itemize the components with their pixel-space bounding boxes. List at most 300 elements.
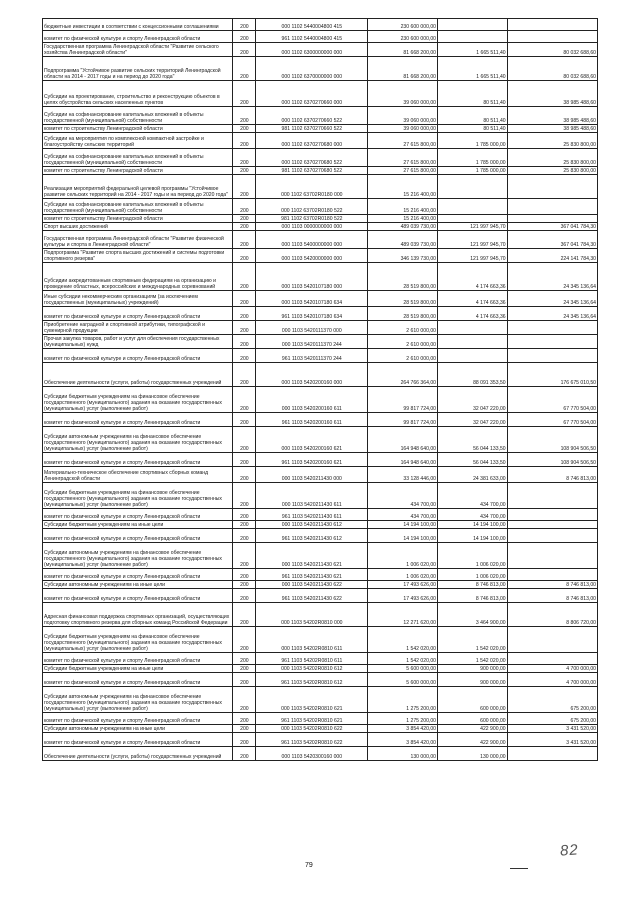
- row-executed-cell: 4 174 663,36: [438, 263, 508, 291]
- row-kbk-cell: 000 1102 5440004800 415: [256, 19, 368, 31]
- row-kbk-cell: 961 1103 5420211430 621: [256, 569, 368, 581]
- row-name-cell: Субсидии на мероприятия по комплексной компактной застройке и благоустройству сельских территорий: [43, 133, 233, 149]
- row-executed-cell: 1 785 000,00: [438, 149, 508, 167]
- row-unexecuted-cell: 3 431 520,00: [507, 725, 597, 733]
- row-executed-cell: 4 174 663,36: [438, 291, 508, 307]
- table-row: [43, 413, 598, 427]
- table-row: [43, 665, 598, 673]
- row-unexecuted-cell: [507, 483, 597, 509]
- row-kbk-cell: 000 1103 5420211430 000: [256, 467, 368, 483]
- row-name-cell: Субсидии на проектирование, строительство и реконструкцию объектов в целях обустройства сельских населенных пунктов: [43, 81, 233, 107]
- row-name-cell: Реализация мероприятий федеральной целевой программы "Устойчивое развитие сельских территорий на 2014 - 2017 годы и на период до 2020 года": [43, 175, 233, 199]
- row-kbk-cell: 000 1103 5420200160 611: [256, 387, 368, 413]
- table-row: [43, 43, 598, 57]
- row-code-cell: 200: [233, 603, 256, 627]
- row-executed-cell: 121 997 945,70: [438, 231, 508, 249]
- row-kbk-cell: 000 1103 5420107180 634: [256, 291, 368, 307]
- table-row: [43, 149, 598, 167]
- row-name-cell: Государственная программа Ленинградской области "Развитие физической культуры и спорта в Ленинградской области": [43, 231, 233, 249]
- row-approved-cell: 39 060 000,00: [368, 125, 438, 133]
- table-row: [43, 167, 598, 175]
- row-name-cell: комитет по строительству Ленинградской области: [43, 125, 233, 133]
- row-unexecuted-cell: 8 746 813,00: [507, 589, 597, 603]
- row-approved-cell: 164 948 640,00: [368, 453, 438, 467]
- row-code-cell: 200: [233, 223, 256, 231]
- row-approved-cell: 33 128 446,00: [368, 467, 438, 483]
- row-kbk-cell: 000 1103 5420111370 000: [256, 321, 368, 335]
- row-executed-cell: 900 000,00: [438, 673, 508, 687]
- row-kbk-cell: 000 1103 5420300160 000: [256, 747, 368, 761]
- row-kbk-cell: 000 1103 5420211430 612: [256, 521, 368, 529]
- row-unexecuted-cell: 67 770 504,00: [507, 387, 597, 413]
- row-approved-cell: 346 139 730,00: [368, 249, 438, 263]
- row-kbk-cell: 000 1102 6300000000 000: [256, 43, 368, 57]
- row-code-cell: 200: [233, 291, 256, 307]
- row-approved-cell: 1 542 020,00: [368, 653, 438, 665]
- row-code-cell: 200: [233, 19, 256, 31]
- row-name-cell: Субсидии бюджетным учреждениям на финансовое обеспечение государственного (муниципального) задания на оказание государственных (муниципальных) услуг (выполнение работ): [43, 387, 233, 413]
- row-executed-cell: 56 044 133,50: [438, 453, 508, 467]
- row-name-cell: Подпрограмма "Устойчивое развитие сельских территорий Ленинградской области на 2014 - 2017 годы и на период до 2020 года": [43, 57, 233, 81]
- row-kbk-cell: 000 1103 54202R0810 611: [256, 627, 368, 653]
- table-row: [43, 453, 598, 467]
- row-approved-cell: 14 194 100,00: [368, 521, 438, 529]
- row-unexecuted-cell: 8 806 720,00: [507, 603, 597, 627]
- row-kbk-cell: 000 1103 5420211430 622: [256, 581, 368, 589]
- row-kbk-cell: 961 1103 54202R0810 622: [256, 733, 368, 747]
- table-row: [43, 427, 598, 453]
- row-kbk-cell: 000 1102 6370270680 000: [256, 133, 368, 149]
- row-approved-cell: 81 668 200,00: [368, 43, 438, 57]
- row-unexecuted-cell: 4 700 000,00: [507, 665, 597, 673]
- row-unexecuted-cell: [507, 19, 597, 31]
- row-name-cell: Обеспечение деятельности (услуги, работы) государственных учреждений: [43, 747, 233, 761]
- row-approved-cell: 5 600 000,00: [368, 673, 438, 687]
- row-executed-cell: 900 000,00: [438, 665, 508, 673]
- table-row: [43, 57, 598, 81]
- row-executed-cell: 1 006 020,00: [438, 569, 508, 581]
- row-executed-cell: 600 000,00: [438, 687, 508, 713]
- row-kbk-cell: 000 1102 63702R0180 522: [256, 199, 368, 215]
- row-approved-cell: 28 519 800,00: [368, 307, 438, 321]
- row-kbk-cell: 000 1103 5420211430 611: [256, 483, 368, 509]
- row-approved-cell: 2 610 000,00: [368, 321, 438, 335]
- table-row: [43, 349, 598, 363]
- row-approved-cell: 2 610 000,00: [368, 349, 438, 363]
- row-code-cell: 200: [233, 713, 256, 725]
- row-kbk-cell: 961 1103 54202R0810 611: [256, 653, 368, 665]
- row-approved-cell: 17 493 626,00: [368, 589, 438, 603]
- row-approved-cell: 1 006 020,00: [368, 543, 438, 569]
- row-kbk-cell: 961 1103 54202R0810 621: [256, 713, 368, 725]
- row-name-cell: комитет по физической культуре и спорту Ленинградской области: [43, 713, 233, 725]
- row-kbk-cell: 000 1103 54202R0810 000: [256, 603, 368, 627]
- row-executed-cell: 56 044 133,50: [438, 427, 508, 453]
- row-approved-cell: 27 615 800,00: [368, 167, 438, 175]
- row-unexecuted-cell: [507, 627, 597, 653]
- row-approved-cell: 2 610 000,00: [368, 335, 438, 349]
- row-name-cell: Иные субсидии некоммерческим организациям (за исключением государственных (муниципальных) учреждений): [43, 291, 233, 307]
- table-row: [43, 627, 598, 653]
- row-kbk-cell: 000 1103 54202R0810 622: [256, 725, 368, 733]
- handwritten-page-number: 82: [559, 841, 580, 860]
- row-unexecuted-cell: 3 431 520,00: [507, 733, 597, 747]
- row-approved-cell: 39 060 000,00: [368, 81, 438, 107]
- row-executed-cell: 130 000,00: [438, 747, 508, 761]
- row-unexecuted-cell: [507, 215, 597, 223]
- row-name-cell: Субсидии бюджетным учреждениям на иные цели: [43, 665, 233, 673]
- row-code-cell: 200: [233, 483, 256, 509]
- row-code-cell: 200: [233, 569, 256, 581]
- row-executed-cell: 80 511,40: [438, 125, 508, 133]
- row-unexecuted-cell: [507, 509, 597, 521]
- row-approved-cell: 15 216 400,00: [368, 175, 438, 199]
- row-executed-cell: 8 746 813,00: [438, 581, 508, 589]
- row-approved-cell: 99 817 724,00: [368, 413, 438, 427]
- row-name-cell: Адресная финансовая поддержка спортивных организаций, осуществляющих подготовку спортивного резерва для сборных команд Российской Федерации: [43, 603, 233, 627]
- row-code-cell: 200: [233, 175, 256, 199]
- row-unexecuted-cell: [507, 747, 597, 761]
- row-code-cell: 200: [233, 81, 256, 107]
- row-kbk-cell: 961 1103 5420211430 612: [256, 529, 368, 543]
- row-unexecuted-cell: 25 830 800,00: [507, 133, 597, 149]
- row-code-cell: 200: [233, 747, 256, 761]
- row-code-cell: 200: [233, 627, 256, 653]
- row-name-cell: Субсидии автономным учреждениям на иные цели: [43, 725, 233, 733]
- table-row: [43, 31, 598, 43]
- row-name-cell: Спорт высших достижений: [43, 223, 233, 231]
- row-name-cell: комитет по физической культуре и спорту Ленинградской области: [43, 307, 233, 321]
- row-name-cell: Субсидии на софинансирование капитальных вложений в объекты государственной (муниципальной) собственности: [43, 107, 233, 125]
- row-name-cell: комитет по физической культуре и спорту Ленинградской области: [43, 653, 233, 665]
- row-code-cell: 200: [233, 57, 256, 81]
- row-executed-cell: 1 542 020,00: [438, 627, 508, 653]
- row-executed-cell: 1 665 511,40: [438, 43, 508, 57]
- row-code-cell: 200: [233, 387, 256, 413]
- row-unexecuted-cell: [507, 349, 597, 363]
- row-executed-cell: 422 900,00: [438, 733, 508, 747]
- table-row: [43, 713, 598, 725]
- row-kbk-cell: 000 1103 5420000000 000: [256, 249, 368, 263]
- row-unexecuted-cell: [507, 653, 597, 665]
- row-code-cell: 200: [233, 363, 256, 387]
- row-name-cell: Материально-техническое обеспечение спортивных сборных команд Ленинградской области: [43, 467, 233, 483]
- row-code-cell: 200: [233, 125, 256, 133]
- table-row: [43, 249, 598, 263]
- row-code-cell: 200: [233, 133, 256, 149]
- row-kbk-cell: 961 1103 54202R0810 612: [256, 673, 368, 687]
- row-approved-cell: 1 006 020,00: [368, 569, 438, 581]
- table-row: [43, 673, 598, 687]
- row-unexecuted-cell: 38 985 488,60: [507, 125, 597, 133]
- row-unexecuted-cell: [507, 569, 597, 581]
- table-row: [43, 335, 598, 349]
- row-name-cell: Субсидии бюджетным учреждениям на финансовое обеспечение государственного (муниципального) задания на оказание государственных (муниципальных) услуг (выполнение работ): [43, 483, 233, 509]
- row-name-cell: Субсидии бюджетным учреждениям на финансовое обеспечение государственного (муниципального) задания на оказание государственных (муниципальных) услуг (выполнение работ): [43, 627, 233, 653]
- row-executed-cell: 434 700,00: [438, 509, 508, 521]
- row-name-cell: бюджетные инвестиции в соответствии с концессионными соглашениями: [43, 19, 233, 31]
- row-executed-cell: 434 700,00: [438, 483, 508, 509]
- row-executed-cell: 14 194 100,00: [438, 529, 508, 543]
- row-executed-cell: 1 785 000,00: [438, 167, 508, 175]
- row-code-cell: 200: [233, 43, 256, 57]
- row-approved-cell: 164 948 640,00: [368, 427, 438, 453]
- row-code-cell: 200: [233, 589, 256, 603]
- row-approved-cell: 28 519 800,00: [368, 263, 438, 291]
- row-name-cell: Обеспечение деятельности (услуги, работы) государственных учреждений: [43, 363, 233, 387]
- row-unexecuted-cell: 80 032 688,60: [507, 57, 597, 81]
- table-row: [43, 569, 598, 581]
- row-unexecuted-cell: 25 830 800,00: [507, 149, 597, 167]
- footer-dash: [510, 868, 528, 869]
- row-approved-cell: 3 854 420,00: [368, 733, 438, 747]
- row-name-cell: Субсидии автономным учреждениям на финансовое обеспечение государственного (муниципального) задания на оказание государственных (муниципальных) услуг (выполнение работ): [43, 427, 233, 453]
- row-code-cell: 200: [233, 521, 256, 529]
- row-name-cell: комитет по физической культуре и спорту Ленинградской области: [43, 509, 233, 521]
- row-kbk-cell: 000 1103 5420211430 621: [256, 543, 368, 569]
- row-approved-cell: 27 615 800,00: [368, 149, 438, 167]
- row-code-cell: 200: [233, 665, 256, 673]
- row-approved-cell: 264 766 364,00: [368, 363, 438, 387]
- row-name-cell: комитет по строительству Ленинградской области: [43, 215, 233, 223]
- page-number: 79: [305, 862, 313, 869]
- row-approved-cell: 39 060 000,00: [368, 107, 438, 125]
- row-code-cell: 200: [233, 673, 256, 687]
- row-kbk-cell: 000 1102 6370270660 522: [256, 107, 368, 125]
- row-approved-cell: 1 275 200,00: [368, 687, 438, 713]
- budget-execution-table: [42, 18, 598, 761]
- row-approved-cell: 17 493 626,00: [368, 581, 438, 589]
- table-row: [43, 387, 598, 413]
- table-row: [43, 231, 598, 249]
- row-approved-cell: 81 668 200,00: [368, 57, 438, 81]
- row-name-cell: комитет по строительству Ленинградской области: [43, 167, 233, 175]
- row-executed-cell: 80 511,40: [438, 107, 508, 125]
- row-executed-cell: 8 746 813,00: [438, 589, 508, 603]
- row-kbk-cell: 961 1103 5420211430 622: [256, 589, 368, 603]
- row-approved-cell: 14 194 100,00: [368, 529, 438, 543]
- row-code-cell: 200: [233, 249, 256, 263]
- row-executed-cell: 80 511,40: [438, 81, 508, 107]
- row-code-cell: 200: [233, 733, 256, 747]
- row-executed-cell: [438, 175, 508, 199]
- row-unexecuted-cell: [507, 529, 597, 543]
- table-row: [43, 603, 598, 627]
- row-executed-cell: 24 381 633,00: [438, 467, 508, 483]
- table-row: [43, 467, 598, 483]
- row-name-cell: комитет по физической культуре и спорту Ленинградской области: [43, 569, 233, 581]
- row-approved-cell: 1 275 200,00: [368, 713, 438, 725]
- row-code-cell: 200: [233, 413, 256, 427]
- row-unexecuted-cell: 108 904 506,50: [507, 427, 597, 453]
- row-code-cell: 200: [233, 263, 256, 291]
- table-row: [43, 543, 598, 569]
- table-row: [43, 509, 598, 521]
- row-name-cell: Приобретение наградной и спортивной атрибутики, типографской и сувенирной продукции: [43, 321, 233, 335]
- row-kbk-cell: 961 1103 5420200160 611: [256, 413, 368, 427]
- row-executed-cell: 1 006 020,00: [438, 543, 508, 569]
- row-name-cell: Государственная программа Ленинградской области "Развитие сельского хозяйства Ленинградской области": [43, 43, 233, 57]
- row-executed-cell: 32 047 220,00: [438, 387, 508, 413]
- row-approved-cell: 230 600 000,00: [368, 31, 438, 43]
- row-approved-cell: 489 039 730,00: [368, 223, 438, 231]
- row-unexecuted-cell: [507, 321, 597, 335]
- row-name-cell: Субсидии на софинансирование капитальных вложений в объекты государственной (муниципальной) собственности: [43, 149, 233, 167]
- row-unexecuted-cell: [507, 175, 597, 199]
- row-kbk-cell: 000 1102 6370000000 000: [256, 57, 368, 81]
- table-row: [43, 321, 598, 335]
- row-code-cell: 200: [233, 543, 256, 569]
- row-executed-cell: [438, 349, 508, 363]
- row-unexecuted-cell: 675 200,00: [507, 687, 597, 713]
- row-kbk-cell: 000 1103 0000000000 000: [256, 223, 368, 231]
- row-code-cell: 200: [233, 215, 256, 223]
- row-executed-cell: [438, 199, 508, 215]
- row-name-cell: комитет по физической культуре и спорту Ленинградской области: [43, 589, 233, 603]
- row-kbk-cell: 000 1103 54202R0810 621: [256, 687, 368, 713]
- table-row: [43, 725, 598, 733]
- row-executed-cell: 422 900,00: [438, 725, 508, 733]
- table-row: [43, 125, 598, 133]
- row-unexecuted-cell: [507, 543, 597, 569]
- row-kbk-cell: 981 1102 6370270660 522: [256, 125, 368, 133]
- row-name-cell: Субсидии аккредитованным спортивным федерациям на организацию и проведение областных, всероссийских и международных соревнований: [43, 263, 233, 291]
- row-kbk-cell: 000 1102 6370270660 000: [256, 81, 368, 107]
- row-approved-cell: 230 600 000,00: [368, 19, 438, 31]
- table-row: [43, 291, 598, 307]
- row-unexecuted-cell: [507, 199, 597, 215]
- row-unexecuted-cell: 367 041 784,30: [507, 223, 597, 231]
- row-unexecuted-cell: 25 830 800,00: [507, 167, 597, 175]
- table-row: [43, 199, 598, 215]
- row-unexecuted-cell: 67 770 504,00: [507, 413, 597, 427]
- row-name-cell: Субсидии автономным учреждениям на финансовое обеспечение государственного (муниципального) задания на оказание государственных (муниципальных) услуг (выполнение работ): [43, 543, 233, 569]
- row-unexecuted-cell: 224 141 784,30: [507, 249, 597, 263]
- row-unexecuted-cell: 38 985 488,60: [507, 107, 597, 125]
- row-approved-cell: 15 216 400,00: [368, 215, 438, 223]
- row-unexecuted-cell: 675 200,00: [507, 713, 597, 725]
- row-code-cell: 200: [233, 725, 256, 733]
- row-code-cell: 200: [233, 321, 256, 335]
- row-kbk-cell: 981 1102 63702R0180 522: [256, 215, 368, 223]
- row-executed-cell: 121 997 945,70: [438, 249, 508, 263]
- row-unexecuted-cell: 8 746 813,00: [507, 467, 597, 483]
- row-unexecuted-cell: 80 032 688,60: [507, 43, 597, 57]
- row-executed-cell: [438, 31, 508, 43]
- table-row: [43, 589, 598, 603]
- table-row: [43, 175, 598, 199]
- row-unexecuted-cell: 8 746 813,00: [507, 581, 597, 589]
- row-kbk-cell: 000 1103 5420107180 000: [256, 263, 368, 291]
- row-executed-cell: [438, 321, 508, 335]
- row-approved-cell: 99 817 724,00: [368, 387, 438, 413]
- row-code-cell: 200: [233, 231, 256, 249]
- row-unexecuted-cell: 38 985 488,60: [507, 81, 597, 107]
- row-unexecuted-cell: 24 345 136,64: [507, 307, 597, 321]
- row-executed-cell: 1 785 000,00: [438, 133, 508, 149]
- row-code-cell: 200: [233, 149, 256, 167]
- row-kbk-cell: 961 1102 5440004800 415: [256, 31, 368, 43]
- table-row: [43, 363, 598, 387]
- row-unexecuted-cell: 176 675 010,50: [507, 363, 597, 387]
- row-kbk-cell: 961 1103 5420211430 611: [256, 509, 368, 521]
- row-name-cell: комитет по физической культуре и спорту Ленинградской области: [43, 31, 233, 43]
- row-name-cell: комитет по физической культуре и спорту Ленинградской области: [43, 673, 233, 687]
- row-code-cell: 200: [233, 529, 256, 543]
- row-code-cell: 200: [233, 107, 256, 125]
- table-row: [43, 733, 598, 747]
- row-code-cell: 200: [233, 581, 256, 589]
- row-approved-cell: 5 600 000,00: [368, 665, 438, 673]
- row-code-cell: 200: [233, 509, 256, 521]
- row-name-cell: Субсидии автономным учреждениям на финансовое обеспечение государственного (муниципального) задания на оказание государственных (муниципальных) услуг (выполнение работ): [43, 687, 233, 713]
- row-executed-cell: [438, 215, 508, 223]
- table-row: [43, 215, 598, 223]
- row-code-cell: 200: [233, 349, 256, 363]
- table-row: [43, 581, 598, 589]
- row-executed-cell: 4 174 663,36: [438, 307, 508, 321]
- row-name-cell: Субсидии автономным учреждениям на иные цели: [43, 581, 233, 589]
- row-unexecuted-cell: 367 041 784,30: [507, 231, 597, 249]
- row-name-cell: Прочая закупка товаров, работ и услуг для обеспечения государственных (муниципальных) нужд: [43, 335, 233, 349]
- row-unexecuted-cell: [507, 335, 597, 349]
- row-executed-cell: 1 542 020,00: [438, 653, 508, 665]
- row-executed-cell: [438, 335, 508, 349]
- table-row: [43, 747, 598, 761]
- row-kbk-cell: 000 1102 63702R0180 000: [256, 175, 368, 199]
- row-executed-cell: 32 047 220,00: [438, 413, 508, 427]
- table-row: [43, 81, 598, 107]
- row-unexecuted-cell: [507, 31, 597, 43]
- table-row: [43, 521, 598, 529]
- row-code-cell: 200: [233, 467, 256, 483]
- table-row: [43, 687, 598, 713]
- table-row: [43, 529, 598, 543]
- row-kbk-cell: 000 1103 5400000000 000: [256, 231, 368, 249]
- row-approved-cell: 1 542 020,00: [368, 627, 438, 653]
- row-code-cell: 200: [233, 199, 256, 215]
- row-approved-cell: 28 519 800,00: [368, 291, 438, 307]
- row-code-cell: 200: [233, 167, 256, 175]
- table-row: [43, 19, 598, 31]
- row-approved-cell: 27 615 800,00: [368, 133, 438, 149]
- row-kbk-cell: 961 1103 5420107180 634: [256, 307, 368, 321]
- row-code-cell: 200: [233, 653, 256, 665]
- row-name-cell: комитет по физической культуре и спорту Ленинградской области: [43, 413, 233, 427]
- table-row: [43, 133, 598, 149]
- table-row: [43, 223, 598, 231]
- row-executed-cell: 88 091 353,50: [438, 363, 508, 387]
- row-approved-cell: 434 700,00: [368, 483, 438, 509]
- row-name-cell: комитет по физической культуре и спорту Ленинградской области: [43, 733, 233, 747]
- row-approved-cell: 3 854 420,00: [368, 725, 438, 733]
- table-row: [43, 653, 598, 665]
- row-kbk-cell: 961 1103 5420111370 244: [256, 349, 368, 363]
- row-unexecuted-cell: 4 700 000,00: [507, 673, 597, 687]
- row-kbk-cell: 000 1102 6370270680 522: [256, 149, 368, 167]
- row-code-cell: 200: [233, 427, 256, 453]
- row-kbk-cell: 000 1103 5420200160 621: [256, 427, 368, 453]
- row-approved-cell: 15 216 400,00: [368, 199, 438, 215]
- row-approved-cell: 434 700,00: [368, 509, 438, 521]
- table-row: [43, 483, 598, 509]
- table-row: [43, 307, 598, 321]
- table-row: [43, 107, 598, 125]
- table-row: [43, 263, 598, 291]
- row-name-cell: Субсидии на софинансирование капитальных вложений в объекты государственной (муниципальной) собственности: [43, 199, 233, 215]
- row-code-cell: 200: [233, 687, 256, 713]
- row-unexecuted-cell: 24 345 136,64: [507, 291, 597, 307]
